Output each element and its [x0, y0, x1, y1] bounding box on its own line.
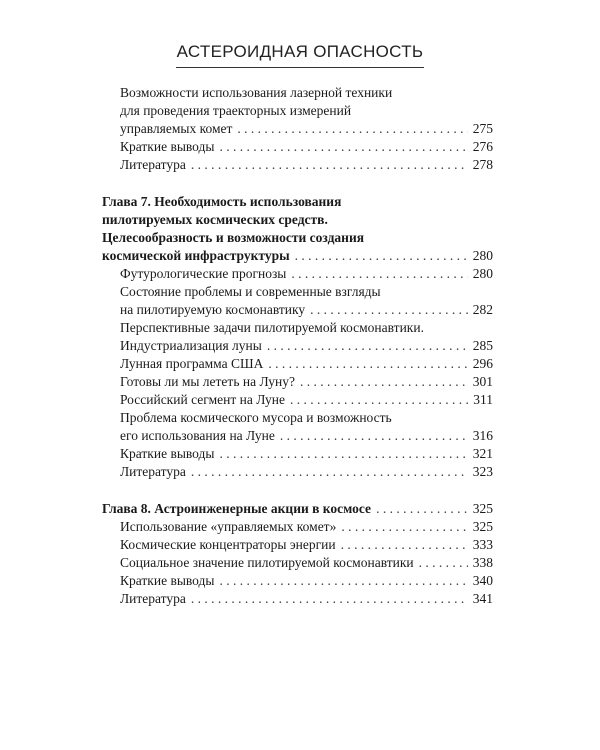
- page-number: 276: [472, 139, 493, 154]
- toc-entry[interactable]: [102, 409, 493, 445]
- chapter-title-line: Целесообразность и возможности создания: [102, 230, 365, 245]
- page-number: 325: [472, 519, 493, 534]
- chapter-title-line: Глава 7. Необходимость использования: [102, 194, 342, 209]
- toc-entry[interactable]: [102, 355, 493, 373]
- leader-dots: [268, 355, 467, 373]
- page-number: 280: [472, 248, 493, 263]
- page-number: 316: [472, 428, 493, 443]
- toc-entry-text: Социальное значение пилотируемой космонавтики: [120, 555, 414, 570]
- page-number: 278: [472, 157, 493, 172]
- toc-entry-text: Краткие выводы: [120, 446, 215, 461]
- leader-dots: [310, 301, 468, 319]
- header-rule: [176, 67, 424, 68]
- toc-entry[interactable]: [102, 84, 493, 138]
- toc-entry[interactable]: [102, 138, 493, 156]
- toc-entry-text: Готовы ли мы лететь на Луну?: [120, 374, 295, 389]
- leader-dots: [300, 373, 468, 391]
- toc-entry[interactable]: [102, 283, 493, 319]
- toc-entry-text: на пилотируемую космонавтику: [120, 302, 306, 317]
- leader-dots: [280, 427, 468, 445]
- toc-entry[interactable]: [102, 536, 493, 554]
- toc-entry-text: Краткие выводы: [120, 573, 215, 588]
- toc-entry[interactable]: [102, 319, 493, 355]
- leader-dots: [295, 247, 468, 265]
- toc-entry-text: Футурологические прогнозы: [120, 266, 287, 281]
- page-number: 282: [472, 302, 493, 317]
- toc-entry-text: Состояние проблемы и современные взгляды: [120, 284, 381, 299]
- toc-entry-text: Литература: [120, 464, 186, 479]
- leader-dots: [290, 391, 468, 409]
- toc-entry[interactable]: [102, 554, 493, 572]
- running-title: АСТЕРОИДНАЯ ОПАСНОСТЬ: [176, 42, 424, 61]
- toc-entry-text: Литература: [120, 591, 186, 606]
- chapter-title-line: космической инфраструктуры: [102, 248, 290, 263]
- leader-dots: [219, 572, 467, 590]
- chapter-8-heading[interactable]: [102, 500, 493, 518]
- toc-entry-text: управляемых комет: [120, 121, 233, 136]
- chapter-title-line: Глава 8. Астроинженерные акции в космосе: [102, 501, 372, 516]
- leader-dots: [341, 536, 468, 554]
- toc-entry[interactable]: [102, 445, 493, 463]
- toc-entry-text: Краткие выводы: [120, 139, 215, 154]
- page-number: 323: [472, 464, 493, 479]
- toc-entry[interactable]: [102, 156, 493, 174]
- toc-entry-text: Российский сегмент на Луне: [120, 392, 285, 407]
- leader-dots: [419, 554, 468, 572]
- page-number: 301: [472, 374, 493, 389]
- toc-entry-text: Индустриализация луны: [120, 338, 262, 353]
- toc-entry-text: Лунная программа США: [120, 356, 264, 371]
- toc-entry[interactable]: [102, 265, 493, 283]
- page-number: 340: [472, 573, 493, 588]
- chapter-7-heading[interactable]: [102, 193, 493, 265]
- toc-entry[interactable]: [102, 590, 493, 608]
- page-number: 285: [472, 338, 493, 353]
- toc-entry[interactable]: [102, 518, 493, 536]
- table-of-contents: [102, 84, 493, 608]
- toc-entry-text: Космические концентраторы энергии: [120, 537, 336, 552]
- toc-entry[interactable]: [102, 373, 493, 391]
- page-number: 280: [472, 266, 493, 281]
- toc-entry[interactable]: [102, 391, 493, 409]
- leader-dots: [291, 265, 467, 283]
- toc-entry-text: для проведения траекторных измерений: [120, 103, 352, 118]
- toc-entry-text: Литература: [120, 157, 186, 172]
- leader-dots: [191, 156, 468, 174]
- leader-dots: [191, 463, 468, 481]
- toc-entry-text: его использования на Луне: [120, 428, 275, 443]
- page-number: 325: [472, 501, 493, 516]
- leader-dots: [376, 500, 468, 518]
- toc-entry[interactable]: [102, 463, 493, 481]
- chapter-title-line: пилотируемых космических средств.: [102, 212, 328, 227]
- page-number: 338: [472, 555, 493, 570]
- leader-dots: [219, 138, 467, 156]
- page-number: 275: [472, 121, 493, 136]
- toc-entry[interactable]: [102, 572, 493, 590]
- toc-entry-text: Возможности использования лазерной техники: [120, 85, 393, 100]
- leader-dots: [341, 518, 467, 536]
- page-number: 341: [472, 591, 493, 606]
- leader-dots: [237, 120, 467, 138]
- page-number: 311: [473, 392, 493, 407]
- leader-dots: [191, 590, 468, 608]
- page-number: 296: [472, 356, 493, 371]
- toc-entry-text: Использование «управляемых комет»: [120, 519, 337, 534]
- page-number: 333: [472, 537, 493, 552]
- leader-dots: [219, 445, 467, 463]
- toc-entry-text: Перспективные задачи пилотируемой космонавтики.: [120, 320, 424, 335]
- page-number: 321: [472, 446, 493, 461]
- toc-entry-text: Проблема космического мусора и возможность: [120, 410, 392, 425]
- leader-dots: [267, 337, 468, 355]
